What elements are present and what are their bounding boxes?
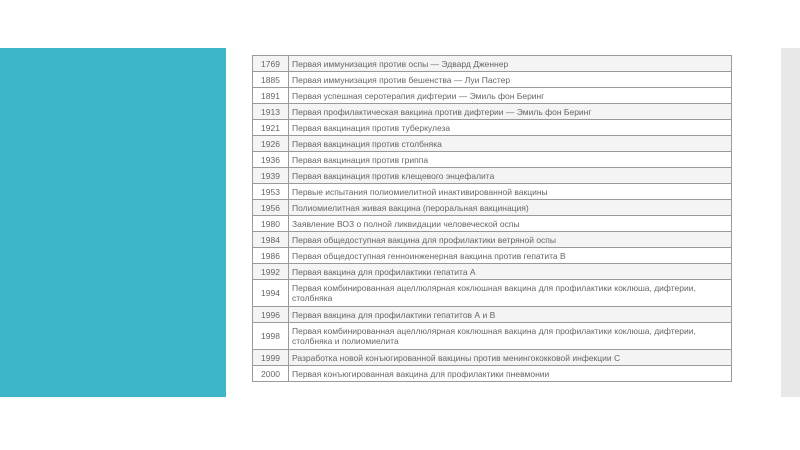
table-row	[253, 248, 732, 264]
event-cell: Первая комбинированная ацеллюлярная коклюшная вакцина для профилактики коклюша, дифтерии, столбняка	[289, 280, 732, 307]
year-cell: 1921	[253, 120, 289, 136]
year-cell: 1994	[253, 280, 289, 307]
event-cell: Полиомиелитная живая вакцина (пероральная вакцинация)	[289, 200, 732, 216]
year-cell: 1996	[253, 307, 289, 323]
year-cell: 1992	[253, 264, 289, 280]
year-cell: 1939	[253, 168, 289, 184]
left-accent-bar	[0, 48, 226, 397]
table-row	[253, 88, 732, 104]
table-row	[253, 152, 732, 168]
event-cell: Первая общедоступная вакцина для профилактики ветряной оспы	[289, 232, 732, 248]
event-cell: Разработка новой конъюгированной вакцины против менингококковой инфекции С	[289, 350, 732, 366]
right-accent-bar	[781, 48, 800, 397]
event-cell: Первая вакцинация против гриппа	[289, 152, 732, 168]
event-cell: Первая вакцина для профилактики гепатитов А и В	[289, 307, 732, 323]
event-cell: Первая вакцинация против клещевого энцефалита	[289, 168, 732, 184]
table-row	[253, 366, 732, 382]
event-cell: Первая конъюгированная вакцина для профилактики пневмонии	[289, 366, 732, 382]
event-cell: Первая вакцина для профилактики гепатита А	[289, 264, 732, 280]
table-row	[253, 307, 732, 323]
event-cell: Первые испытания полиомиелитной инактивированной вакцины	[289, 184, 732, 200]
table-row	[253, 280, 732, 307]
year-cell: 1998	[253, 323, 289, 350]
table-row	[253, 200, 732, 216]
event-cell: Первая профилактическая вакцина против дифтерии — Эмиль фон Беринг	[289, 104, 732, 120]
event-cell: Первая вакцинация против столбняка	[289, 136, 732, 152]
table-row	[253, 120, 732, 136]
table-row	[253, 72, 732, 88]
year-cell: 2000	[253, 366, 289, 382]
event-cell: Первая комбинированная ацеллюлярная коклюшная вакцина для профилактики коклюша, дифтерии, столбняка и полиомиелита	[289, 323, 732, 350]
year-cell: 1984	[253, 232, 289, 248]
event-cell: Первая иммунизация против оспы — Эдвард Дженнер	[289, 56, 732, 72]
year-cell: 1953	[253, 184, 289, 200]
year-cell: 1885	[253, 72, 289, 88]
table-row	[253, 136, 732, 152]
table-row	[253, 232, 732, 248]
table-row	[253, 216, 732, 232]
event-cell: Первая иммунизация против бешенства — Луи Пастер	[289, 72, 732, 88]
year-cell: 1956	[253, 200, 289, 216]
vaccination-timeline-table	[252, 55, 731, 382]
year-cell: 1986	[253, 248, 289, 264]
table-row	[253, 56, 732, 72]
year-cell: 1936	[253, 152, 289, 168]
table-row	[253, 168, 732, 184]
year-cell: 1891	[253, 88, 289, 104]
table-row	[253, 184, 732, 200]
year-cell: 1769	[253, 56, 289, 72]
event-cell: Первая общедоступная генноинженерная вакцина против гепатита В	[289, 248, 732, 264]
event-cell: Первая вакцинация против туберкулеза	[289, 120, 732, 136]
table-row	[253, 350, 732, 366]
table-row	[253, 104, 732, 120]
year-cell: 1913	[253, 104, 289, 120]
event-cell: Заявление ВОЗ о полной ликвидации человеческой оспы	[289, 216, 732, 232]
year-cell: 1980	[253, 216, 289, 232]
table-row	[253, 264, 732, 280]
year-cell: 1999	[253, 350, 289, 366]
year-cell: 1926	[253, 136, 289, 152]
event-cell: Первая успешная серотерапия дифтерии — Эмиль фон Беринг	[289, 88, 732, 104]
table-row	[253, 323, 732, 350]
